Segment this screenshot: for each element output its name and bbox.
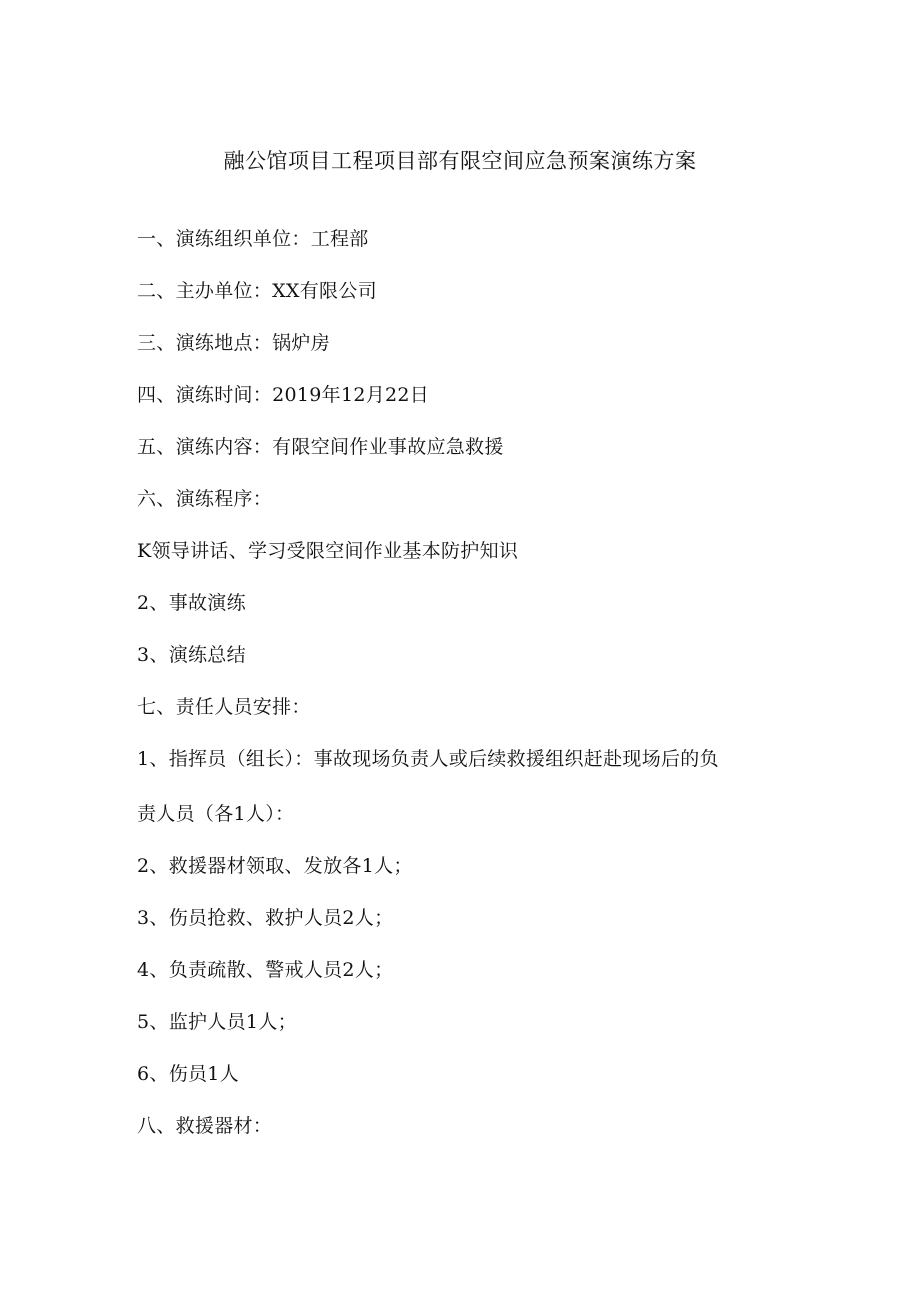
section-organizer: 一、演练组织单位：工程部 (137, 228, 369, 250)
personnel-item-5: 5、监护人员1人； (137, 1011, 297, 1033)
section-location: 三、演练地点：锅炉房 (137, 332, 331, 354)
personnel-item-1-continued: 责人员（各1人）： (137, 803, 295, 825)
personnel-item-4: 4、负责疏散、警戒人员2人； (137, 959, 394, 981)
procedure-step-3: 3、演练总结 (137, 644, 246, 666)
personnel-item-3: 3、伤员抢救、救护人员2人； (137, 907, 394, 929)
section-procedure-heading: 六、演练程序： (137, 488, 273, 510)
personnel-item-2: 2、救援器材领取、发放各1人； (137, 855, 413, 877)
section-time: 四、演练时间：2019年12月22日 (137, 384, 430, 406)
personnel-item-6: 6、伤员1人 (137, 1063, 239, 1085)
procedure-step-2: 2、事故演练 (137, 592, 246, 614)
document-body (137, 222, 817, 1161)
section-content: 五、演练内容：有限空间作业事故应急救援 (137, 436, 504, 458)
personnel-item-1: 1、指挥员（组长）：事故现场负责人或后续救援组织赶赴现场后的负 (137, 748, 719, 770)
section-equipment-heading: 八、救援器材： (137, 1115, 273, 1137)
procedure-step-1: K领导讲话、学习受限空间作业基本防护知识 (137, 540, 519, 562)
section-host: 二、主办单位：XX有限公司 (137, 280, 377, 302)
document-title: 融公馆项目工程项目部有限空间应急预案演练方案 (223, 149, 697, 173)
section-personnel-heading: 七、责任人员安排： (137, 696, 311, 718)
